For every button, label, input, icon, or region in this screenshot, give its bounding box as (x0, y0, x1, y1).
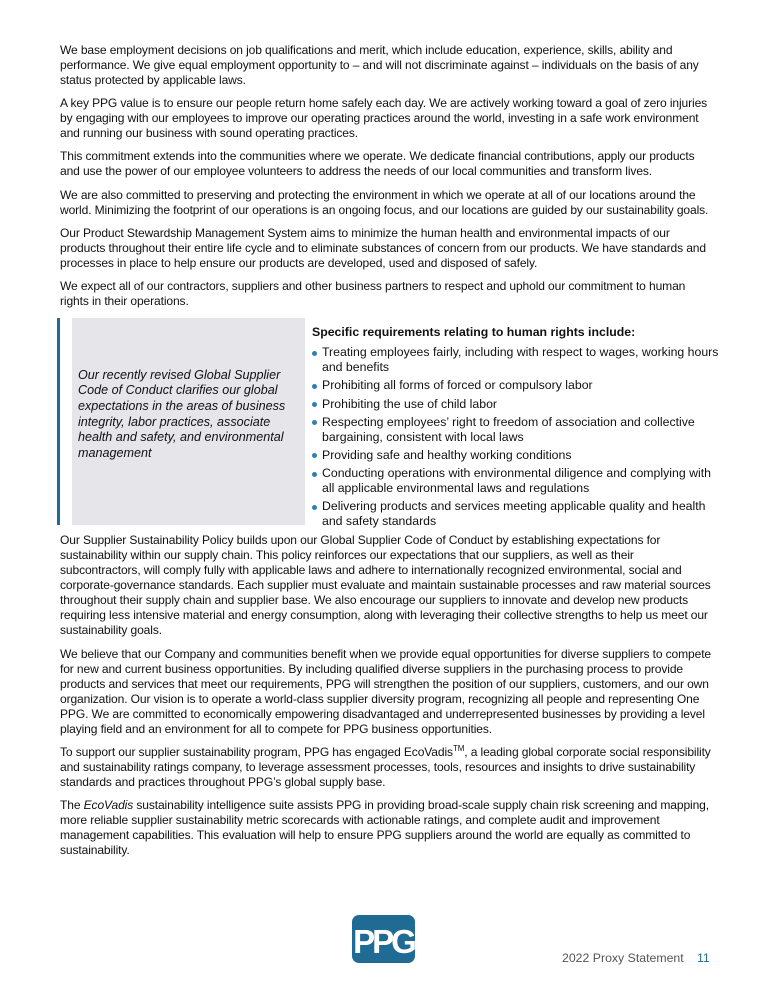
paragraph-safety: A key PPG value is to ensure our people return home safely each day. We are actively working toward a goal of zero injuries by engaging with our employees to improve our operating practices around the world, investing in a safe work environment and running our business with sound operating practices. (60, 96, 708, 141)
list-item: Conducting operations with environmental diligence and complying with all applicable environmental laws and regulations (312, 466, 722, 496)
list-item: Providing safe and healthy working conditions (312, 448, 722, 463)
bullet-icon (312, 505, 317, 510)
requirements-list (312, 345, 722, 529)
paragraph-business-partners: We expect all of our contractors, suppliers and other business partners to respect and uphold our commitment to human rights in their operations. (60, 278, 686, 308)
list-item: Respecting employees’ right to freedom of association and collective bargaining, consistent with local laws (312, 415, 722, 445)
page-number: 11 (697, 951, 710, 965)
bullet-icon (312, 402, 317, 407)
page-content (60, 43, 719, 866)
paragraph-supplier-diversity: We believe that our Company and communities benefit when we provide equal opportunities for diverse suppliers to compete for new and current business opportunities. By including qualified diverse suppliers in the purchasing process to provide products and services that meet our requirements, PPG will strengthen the position of our suppliers, customers, and our own organization. Our vision is to operate a world-class supplier diversity program, recognizing all people and representing One PPG. We are committed to economically empowering disadvantaged and underrepresented businesses by providing a level playing field and an environment for all to compete for PPG business opportunities. (60, 646, 712, 736)
list-item: Prohibiting the use of child labor (312, 397, 722, 412)
ppg-logo (352, 915, 415, 963)
list-item: Delivering products and services meeting applicable quality and health and safety standards (312, 499, 722, 529)
requirements-list-block (312, 325, 722, 532)
list-item: Prohibiting all forms of forced or compulsory labor (312, 378, 722, 393)
paragraph-ecovadis-program: To support our supplier sustainability program, PPG has engaged EcoVadis™, a leading global corporate social responsibility and sustainability ratings company, to leverage assessment processes, tools, resources and insights to drive sustainability standards and practices throughout PPG’s global supply base. (60, 743, 711, 789)
paragraph-ecovadis-suite: The EcoVadis sustainability intelligence suite assists PPG in providing broad-scale supply chain risk screening and mapping, more reliable supplier sustainability metric scorecards with actionable ratings, and complete audit and improvement management capabilities. This evaluation will help to ensure PPG suppliers around the world are equally as committed to sustainability. (60, 797, 709, 857)
paragraph-communities: This commitment extends into the communities where we operate. We dedicate financial contributions, apply our products and use the power of our employee volunteers to address the needs of our local communities and transform lives. (60, 149, 695, 179)
logo-text: PPG (353, 923, 414, 960)
pull-quote-text: Our recently revised Global Supplier Code of Conduct clarifies our global expectations in the areas of business integrity, labor practices, associate health and safety, and environmental management (78, 367, 286, 460)
bullet-icon (312, 420, 317, 425)
callout-pull-quote (72, 318, 305, 525)
ppg-logo-icon (352, 915, 415, 963)
paragraph-environment: We are also committed to preserving and protecting the environment in which we operate at all of our locations around the world. Minimizing the footprint of our operations is an ongoing focus, and our locations are guided by our sustainability goals. (60, 187, 709, 217)
list-item: Treating employees fairly, including with respect to wages, working hours and benefits (312, 345, 722, 375)
document-title: 2022 Proxy Statement (562, 951, 684, 965)
paragraph-employment: We base employment decisions on job qualifications and merit, which include education, experience, skills, ability and performance. We give equal employment opportunity to – and will not discriminate against – individuals on the basis of any status protected by applicable laws. (60, 43, 699, 87)
callout-accent-rule (57, 318, 60, 525)
bullet-icon (312, 453, 317, 458)
human-rights-callout (60, 317, 719, 529)
bullet-icon (312, 472, 317, 477)
requirements-heading: Specific requirements relating to human rights include: (312, 325, 636, 340)
trademark-mark: TM (452, 743, 465, 753)
bullet-icon (312, 351, 317, 356)
paragraph-supplier-policy: Our Supplier Sustainability Policy builds upon our Global Supplier Code of Conduct by establishing expectations for sustainability within our supply chain. This policy reinforces our expectations that our suppliers, as well as their subcontractors, will comply fully with applicable laws and adhere to internationally recognized environmental, social and corporate-governance standards. Each supplier must evaluate and maintain sustainable processes and raw material sources throughout their supply chain and supplier base. We also encourage our suppliers to innovate and develop new products requiring less intensive material and energy consumption, along with leveraging their collective strengths to help us meet our sustainability goals. (60, 533, 711, 638)
bullet-icon (312, 384, 317, 389)
paragraph-product-stewardship: Our Product Stewardship Management System aims to minimize the human health and environmental impacts of our products throughout their entire life cycle and to eliminate substances of concern from our products. We have standards and processes in place to help ensure our products are developed, used and disposed of safely. (60, 225, 706, 270)
